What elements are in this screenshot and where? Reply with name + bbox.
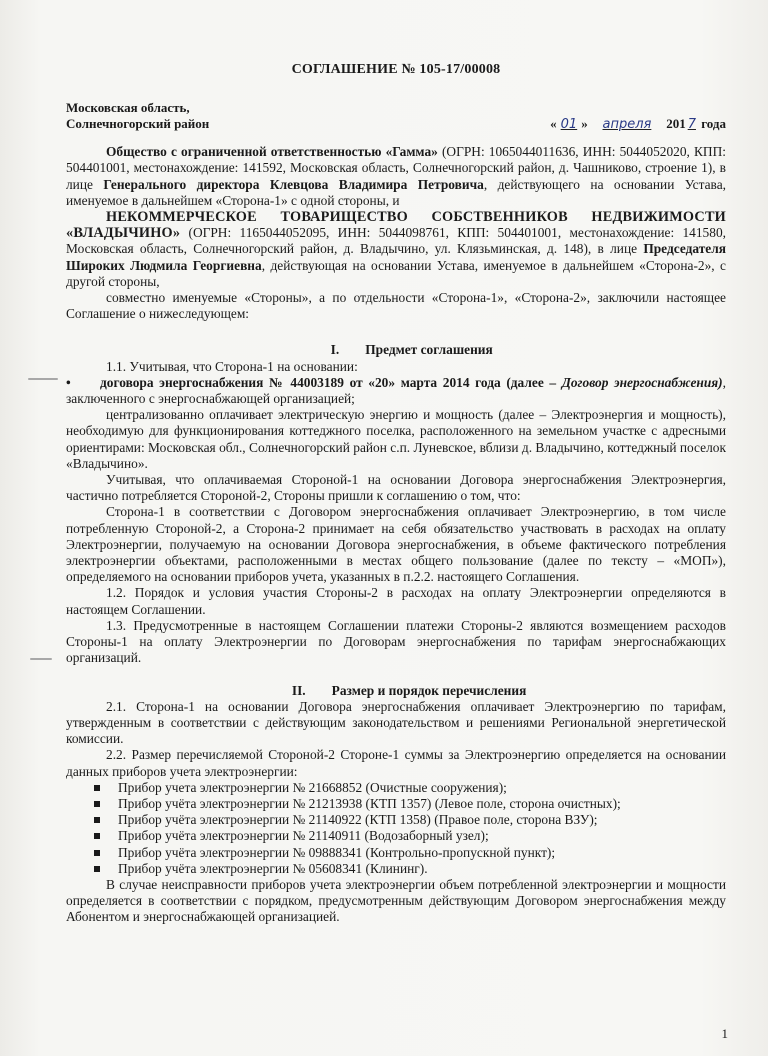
section-2-title: Размер и порядок перечисления bbox=[331, 682, 527, 698]
contract-bullet-tail: , заключенного с энергоснабжающей организацией; bbox=[66, 374, 726, 407]
place-line-region: Московская область, bbox=[66, 100, 190, 116]
date-quote-open: « bbox=[550, 116, 557, 132]
clause-side-1-obligation: Сторона-1 в соответствии с Договором энергоснабжения оплачивает Электроэнергию, в том числе потребленную Стороной-2, а Сторона-2 принимает на себя обязательство участвовать в расходах на оплату Электроэнергии, получаемую на основании Договора энергоснабжения, в объеме фактического потребления электроэнергии объектами, расположенными в местах общего пользование (далее по тексту – «МОП»), определяемого на основании приборов учета, указанных в п.2.2. настоящего Соглашения. bbox=[66, 504, 726, 585]
section-1-title: Предмет соглашения bbox=[365, 342, 493, 358]
party-2-details: (ОГРН: 1165044052095, ИНН: 5044098761, КПП: 504401001, местонахождение: 141580, Московская область, Солнечногорский район, д. Владычино, ул. Клязьминская, д. 148), в лице bbox=[66, 225, 726, 257]
section-2-number: II. bbox=[291, 682, 306, 698]
section-1-heading bbox=[66, 342, 726, 358]
date-year-prefix: 201 bbox=[666, 116, 686, 132]
document-date bbox=[550, 116, 726, 133]
party-1-representative: Генерального директора Клевцова Владимира Петровича bbox=[103, 176, 484, 192]
list-item: Прибор учёта электроэнергии № 21213938 (КТП 1357) (Левое поле, сторона очистных); bbox=[94, 796, 726, 812]
list-item: Прибор учёта электроэнергии № 21140911 (Водозаборный узел); bbox=[94, 828, 726, 844]
date-month: апреля bbox=[602, 117, 652, 133]
date-year-word: года bbox=[701, 116, 726, 132]
list-item: Прибор учёта электроэнергии № 09888341 (Контрольно-пропускной пункт); bbox=[94, 845, 726, 861]
place-line-district: Солнечногорский район bbox=[66, 116, 210, 132]
document-title: СОГЛАШЕНИЕ № 105-17/00008 bbox=[291, 62, 501, 77]
meter-list bbox=[66, 780, 726, 877]
contract-bullet bbox=[66, 375, 726, 407]
document-body bbox=[66, 62, 726, 926]
section-2-heading bbox=[66, 683, 726, 699]
party-2-basis: , действующая на основании Устава, именуемое в дальнейшем «Сторона-2», с другой стороны, bbox=[66, 257, 726, 289]
contract-short-name: Договор энергоснабжения) bbox=[561, 374, 723, 390]
party-2-name: НЕКОММЕРЧЕСКОЕ ТОВАРИЩЕСТВО СОБСТВЕННИКОВ НЕДВИЖИМОСТИ «ВЛАДЫЧИНО» bbox=[66, 209, 726, 242]
clause-2-1: 2.1. Сторона-1 на основании Договора энергоснабжения оплачивает Электроэнергию по тарифам, утвержденным в соответствии с действующим законодательством и решениями Региональной энергетической комиссии. bbox=[66, 698, 726, 747]
preamble-party-2 bbox=[66, 209, 726, 290]
list-item: Прибор учета электроэнергии № 21668852 (Очистные сооружения); bbox=[94, 780, 726, 796]
page-number: 1 bbox=[721, 1026, 728, 1041]
section-1-number: I. bbox=[330, 342, 340, 358]
contract-reference: договора энергоснабжения № 44003189 от «20» марта 2014 года (далее – bbox=[100, 374, 562, 390]
party-1-name: Общество с ограниченной ответственностью «Гамма» bbox=[106, 144, 438, 160]
clause-1-3: 1.3. Предусмотренные в настоящем Соглашении платежи Стороны-2 являются возмещением расходов Стороны-1 на оплату Электроэнергии по Договорам энергоснабжения по тарифам энергоснабжающих организаций. bbox=[66, 617, 726, 666]
date-day: 01 bbox=[560, 117, 578, 133]
party-1-details: (ОГРН: 1065044011636, ИНН: 5044052020, КПП: 504401001, местонахождение: 141592, Московская область, Солнечногорский район, д. Чашниково, строение 1), в лице bbox=[66, 144, 726, 192]
preamble-joint: совместно именуемые «Стороны», а по отдельности «Сторона-1», «Сторона-2», заключили настоящее Соглашение о нижеследующем: bbox=[66, 290, 726, 322]
clause-central-payment: централизованно оплачивает электрическую энергию и мощность (далее – Электроэнергия и мощность), необходимую для функционирования коттеджного поселка, расположенного на земельном участке с адресными ориентирами: Московская обл., Солнечногорский район с.п. Луневское, вблизи д. Владычино, коттеджный поселок «Владычино». bbox=[66, 407, 726, 471]
date-year-suffix: 7 bbox=[687, 117, 696, 133]
binder-mark bbox=[28, 378, 58, 380]
preamble-party-1 bbox=[66, 144, 726, 209]
bullet-symbol: • bbox=[66, 374, 71, 390]
party-1-basis: , действующего на основании Устава, именуемое в дальнейшем «Сторона-1» с одной стороны, и bbox=[66, 176, 726, 208]
clause-2-2: 2.2. Размер перечисляемой Стороной-2 Стороне-1 суммы за Электроэнергию определяется на основании данных приборов учета электроэнергии: bbox=[66, 747, 726, 779]
list-item: Прибор учёта электроэнергии № 21140922 (КТП 1358) (Правое поле, сторона ВЗУ); bbox=[94, 812, 726, 828]
clause-considering: Учитывая, что оплачиваемая Стороной-1 на основании Договора энергоснабжения Электроэнергия, частично потребляется Стороной-2, Стороны пришли к соглашению о том, что: bbox=[66, 472, 726, 504]
date-quote-close: » bbox=[581, 116, 588, 132]
binder-mark bbox=[30, 658, 52, 660]
list-item: Прибор учёта электроэнергии № 05608341 (Клининг). bbox=[94, 861, 726, 877]
party-2-representative: Председателя Широких Людмила Георгиевна bbox=[66, 241, 726, 273]
header-row bbox=[66, 100, 726, 134]
clause-1-1: 1.1. Учитывая, что Сторона-1 на основании: bbox=[106, 358, 358, 374]
clause-1-2: 1.2. Порядок и условия участия Стороны-2 в расходах на оплату Электроэнергии определяются в настоящем Соглашении. bbox=[66, 585, 726, 617]
clause-meter-fault: В случае неисправности приборов учета электроэнергии объем потребленной электроэнергии и мощности определяется в соответствии с порядком, предусмотренным действующим Договором энергоснабжения между Абонентом и энергоснабжающей организацией. bbox=[66, 876, 726, 925]
